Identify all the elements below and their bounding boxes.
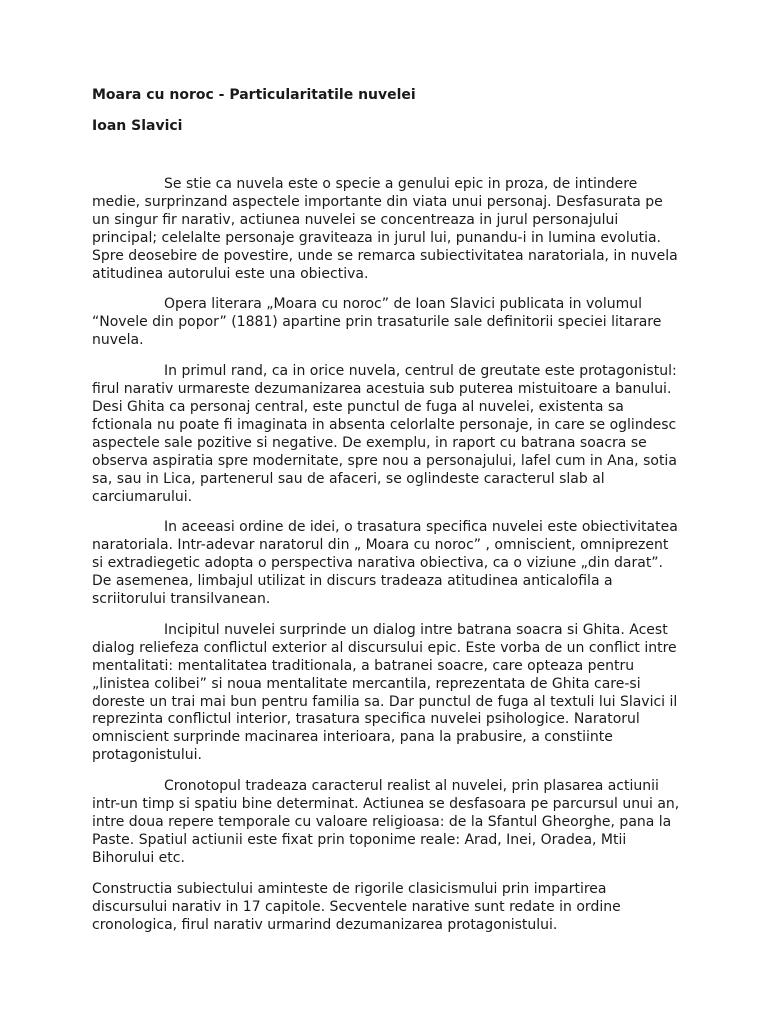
paragraph-4: In aceeasi ordine de idei, o trasatura specifica nuvelei este obiectivitatea naratoriala. Intr-adevar naratorul din „ Moara cu noroc” , omniscient, omniprezent si extradiegetic adopta o perspectiva narativa obiectiva, ca o viziune „din darat”. De asemenea, limbajul utilizat in discurs tradeaza atitudinea anticalofila a scriitorului transilvanean.: [92, 519, 678, 608]
paragraph-2: Opera literara „Moara cu noroc” de Ioan Slavici publicata in volumul “Novele din popor” (1881) apartine prin trasaturile sale definitorii speciei litarare nuvela.: [92, 296, 662, 349]
document-author: Ioan Slavici: [92, 118, 183, 134]
document-body: [92, 176, 682, 947]
document-title: Moara cu noroc - Particularitatile nuvelei: [92, 87, 416, 103]
paragraph-5: Incipitul nuvelei surprinde un dialog intre batrana soacra si Ghita. Acest dialog reliefeza conflictul exterior al discursului epic. Este vorba de un conflict intre mentalitati: mentalitatea traditionala, a batranei soacre, care opteaza pentru „linistea colibei” si noua mentalitate mercantila, reprezentata de Ghita care-si doreste un trai mai bun pentru familia sa. Dar punctul de fuga al textuli lui Slavici il reprezinta conflictul interior, trasatura specifica nuvelei psihologice. Naratorul omniscient surprinde macinarea interioara, pana la prabusire, a constiinte protagonistului.: [92, 621, 678, 764]
paragraph-1: Se stie ca nuvela este o specie a genului epic in proza, de intindere medie, surprinzand aspectele importante din viata unui personaj. Desfasurata pe un singur fir narativ, actiunea nuvelei se concentreaza in jurul personajului principal; celelalte personaje graviteaza in jurul lui, punandu-i in lumina evolutia. Spre deosebire de povestire, unde se remarca subiectivitatea naratoriala, in nuvela atitudinea autorului este una obiectiva.: [92, 176, 678, 282]
paragraph-7: Constructia subiectului aminteste de rigorile clasicismului prin impartirea discursului narativ in 17 capitole. Secventele narative sunt redate in ordine cronologica, firul narativ urmarind dezumanizarea protagonistului.: [92, 880, 621, 933]
paragraph-6: Cronotopul tradeaza caracterul realist al nuvelei, prin plasarea actiunii intr-un timp si spatiu bine determinat. Actiunea se desfasoara pe parcursul unui an, intre doua repere temporale cu valoare religioasa: de la Sfantul Gheorghe, pana la Paste. Spatiul actiunii este fixat prin toponime reale: Arad, Inei, Oradea, Mtii Bihorului etc.: [92, 778, 680, 866]
paragraph-3: In primul rand, ca in orice nuvela, centrul de greutate este protagonistul: firul narativ urmareste dezumanizarea acestuia sub puterea mistuitoare a banului. Desi Ghita ca personaj central, este punctul de fuga al nuvelei, existenta sa fctionala nu poate fi imaginata in absenta celorlalte personaje, in care se oglindesc aspectele sale pozitive si negative. De exemplu, in raport cu batrana soacra se observa aspiratia spre modernitate, spre nou a personajului, lafel cum in Ana, sotia sa, sau in Lica, partenerul sau de afaceri, se oglindeste caracterul slab al carciumarului.: [92, 363, 677, 505]
